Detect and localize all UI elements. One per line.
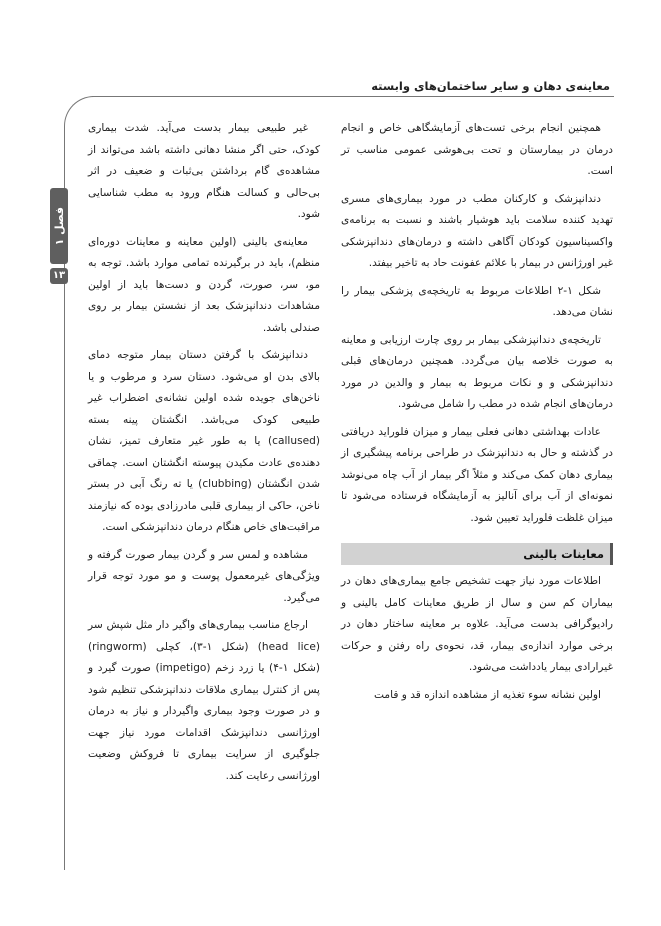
paragraph: معاینه‌ی بالینی (اولین معاینه و معاینات دوره‌ای منظم)، باید در برگیرنده تمامی موارد باشد. توجه به مو، سر، صورت، گردن و دست‌ها باید از اولین مشاهدات دندانپزشک بعد از نشستن بیمار بر روی صندلی باشد.	[88, 235, 320, 334]
running-header-title: معاینه‌ی دهان و سایر ساختمان‌های وابسته	[371, 79, 610, 93]
chapter-label: فصل ۱	[52, 206, 66, 246]
chapter-tab	[50, 188, 68, 264]
paragraph: مشاهده و لمس سر و گردن بیمار صورت گرفته و ویژگی‌های غیرمعمول پوست و مو مورد توجه قرار می‌گیرد.	[88, 548, 320, 604]
page-number: ۱۳	[50, 268, 68, 284]
paragraph: عادات بهداشتی دهانی فعلی بیمار و میزان فلوراید دریافتی در گذشته و حال به دندانپزشک در طراحی برنامه پیشگیری از بیماری دهان کمک می‌کند و مثلاً اگر بیمار از آب چاه می‌نوشد نمونه‌ای از آب برای آنالیز به آزمایشگاه فرستاده می‌شود تا میزان غلظت فلوراید تعیین شود.	[341, 425, 613, 524]
section-heading: معاینات بالینی	[341, 543, 613, 565]
left-column	[88, 118, 320, 793]
paragraph: دندانپزشک با گرفتن دستان بیمار متوجه دمای بالای بدن او می‌شود. دستان سرد و مرطوب و یا ناخن‌های جویده شده اولین نشانه‌ی اضطراب غیر طبیعی کودک می‌باشد. انگشتان پینه بسته (callused) یا به طور غیر متعارف تمیز، نشان دهنده‌ی عادت مکیدن پیوسته انگشتان است. چماقی شدن انگشتان (clubbing) یا ته رنگ آبی در بستر ناخن، حاکی از بیماری قلبی مادرزادی بوده که نیازمند مراقبت‌های خاص هنگام درمان دندانپزشکی است.	[88, 349, 320, 533]
paragraph: غیر طبیعی بیمار بدست می‌آید. شدت بیماری کودک، حتی اگر منشا دهانی داشته باشد می‌تواند از مشاهده‌ی گام برداشتن بی‌ثبات و ضعیف در اثر بی‌حالی و کسالت هنگام ورود به مطب شناسایی شود.	[88, 122, 320, 220]
paragraph: دندانپزشک و کارکنان مطب در مورد بیماری‌های مسری تهدید کننده سلامت باید هوشیار باشند و نسبت به برنامه‌ی واکسیناسیون کودکان آگاهی داشته و درمان‌های دندانپزشکی غیر اورژانس در بیمار با علائم عفونت حاد به تاخیر بیفتد.	[341, 192, 613, 269]
paragraph: اولین نشانه سوء تغذیه از مشاهده اندازه قد و قامت	[374, 688, 601, 701]
paragraph: ارجاع مناسب بیماری‌های واگیر دار مثل شپش سر (head lice) (شکل ۱-۳)، کچلی (ringworm) (شکل ۱-۴) یا زرد زخم (impetigo) صورت گیرد و پس از کنترل بیماری ملاقات دندانپزشکی تنظیم شود و در صورت وجود بیماری واگیردار و نیاز به درمان اورژانسی دندانپزشک اقدامات مورد نیاز جهت جلوگیری از سرایت بیماری تا فروکش وضعیت اورژانسی رعایت کند.	[88, 619, 321, 782]
paragraph: همچنین انجام برخی تست‌های آزمایشگاهی خاص و انجام درمان در بیمارستان و تحت بی‌هوشی عمومی مناسب تر است.	[341, 122, 613, 177]
paragraph: شکل ۱-۲ اطلاعات مربوط به تاریخچه‌ی پزشکی بیمار را نشان می‌دهد.	[341, 284, 613, 318]
right-column	[341, 118, 613, 712]
header-rule	[92, 96, 614, 97]
paragraph: اطلاعات مورد نیاز جهت تشخیص جامع بیماری‌های دهان در بیماران کم سن و سال از طریق معاینات کامل بالینی و رادیوگرافی بدست می‌آید. علاوه بر معاینه ساختار دهان در برخی موارد اندازه‌ی بیمار، قد، نحوه‌ی راه رفتن و حرکات غیرارادی بیمار یادداشت می‌شود.	[341, 575, 613, 673]
paragraph: تاریخچه‌ی دندانپزشکی بیمار بر روی چارت ارزیابی و معاینه به صورت خلاصه بیان می‌گردد. همچنین درمان‌های قبلی دندانپزشکی و و نکات مربوط به بیمار و والدین در مورد درمان‌های انجام شده در مطب را شامل می‌شود.	[341, 333, 613, 410]
